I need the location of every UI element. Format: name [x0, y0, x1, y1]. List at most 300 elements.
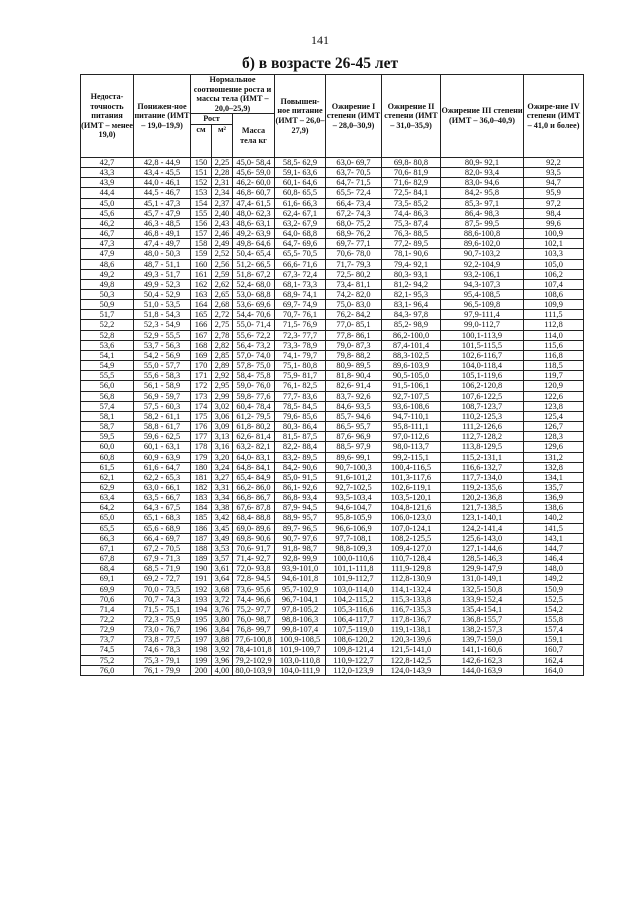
cell-reduced: 45,1 - 47,3: [134, 198, 191, 208]
table-row: [81, 523, 584, 533]
cell-increased: 86,1- 92,6: [275, 482, 326, 492]
cell-obesity-3: 96,5-109,8: [441, 300, 524, 310]
cell-height-cm: 159: [191, 249, 212, 259]
cell-normal-mass: 57,8- 75,0: [233, 361, 275, 371]
cell-height-m2: 2,72: [212, 310, 233, 320]
table-row: [81, 665, 584, 675]
cell-normal-mass: 45,6- 59,0: [233, 168, 275, 178]
cell-normal-mass: 76,0- 98,7: [233, 615, 275, 625]
cell-obesity-1: 86,5- 95,7: [326, 422, 382, 432]
cell-normal-mass: 57,0- 74,0: [233, 350, 275, 360]
cell-obesity-3: 119,2-135,6: [441, 482, 524, 492]
cell-increased: 89,7- 96,5: [275, 523, 326, 533]
cell-normal-mass: 49,2- 63,9: [233, 229, 275, 239]
bmi-table: [80, 74, 584, 676]
cell-obesity-2: 85,2- 98,9: [382, 320, 441, 330]
cell-obesity-4: 115,6: [524, 340, 584, 350]
cell-height-cm: 171: [191, 371, 212, 381]
cell-undernutrition: 46,7: [81, 229, 134, 239]
header-undernutrition: Недоста-точность питания (ИМТ – менее 19,0): [81, 75, 134, 158]
cell-obesity-4: 160,7: [524, 645, 584, 655]
cell-reduced: 56,1 - 58,9: [134, 381, 191, 391]
cell-height-cm: 175: [191, 411, 212, 421]
cell-obesity-3: 121,7-138,5: [441, 503, 524, 513]
cell-height-m2: 2,34: [212, 188, 233, 198]
cell-height-cm: 173: [191, 391, 212, 401]
cell-obesity-2: 84,3- 97,8: [382, 310, 441, 320]
cell-increased: 63,2- 67,9: [275, 218, 326, 228]
cell-reduced: 73,8 - 77,5: [134, 635, 191, 645]
cell-obesity-3: 88,6-100,8: [441, 229, 524, 239]
cell-obesity-4: 119,7: [524, 371, 584, 381]
cell-obesity-1: 64,7- 71,5: [326, 178, 382, 188]
cell-obesity-4: 135,7: [524, 482, 584, 492]
cell-height-cm: 177: [191, 432, 212, 442]
table-row: [81, 279, 584, 289]
cell-undernutrition: 72,2: [81, 615, 134, 625]
table-row: [81, 290, 584, 300]
cell-reduced: 43,4 - 45,5: [134, 168, 191, 178]
cell-obesity-1: 80,9- 89,5: [326, 361, 382, 371]
cell-normal-mass: 69,0- 89,6: [233, 523, 275, 533]
cell-obesity-3: 106,2-120,8: [441, 381, 524, 391]
cell-obesity-4: 132,8: [524, 462, 584, 472]
cell-normal-mass: 73,6- 95,6: [233, 584, 275, 594]
cell-obesity-3: 141,1-160,6: [441, 645, 524, 655]
table-row: [81, 259, 584, 269]
cell-height-m2: 2,92: [212, 371, 233, 381]
table-row: [81, 330, 584, 340]
cell-normal-mass: 51,8- 67,2: [233, 269, 275, 279]
cell-normal-mass: 62,6- 81,4: [233, 432, 275, 442]
cell-undernutrition: 54,1: [81, 350, 134, 360]
header-reduced-nutrition: Понижен-ное питание (ИМТ – 19,0–19,9): [134, 75, 191, 158]
cell-height-cm: 174: [191, 401, 212, 411]
cell-increased: 60,8- 65,5: [275, 188, 326, 198]
cell-increased: 71,5- 76,9: [275, 320, 326, 330]
cell-obesity-2: 70,6- 81,9: [382, 168, 441, 178]
cell-undernutrition: 73,7: [81, 635, 134, 645]
cell-height-m2: 3,80: [212, 615, 233, 625]
cell-height-m2: 2,56: [212, 259, 233, 269]
cell-reduced: 56,9 - 59,7: [134, 391, 191, 401]
cell-obesity-3: 113,8-129,5: [441, 442, 524, 452]
cell-obesity-4: 103,3: [524, 249, 584, 259]
cell-increased: 64,7- 69,6: [275, 239, 326, 249]
cell-increased: 92,8- 99,9: [275, 554, 326, 564]
cell-obesity-3: 87,5- 99,5: [441, 218, 524, 228]
cell-increased: 81,5- 87,5: [275, 432, 326, 442]
cell-height-cm: 150: [191, 157, 212, 167]
cell-undernutrition: 75,2: [81, 655, 134, 665]
cell-increased: 58,5- 62,9: [275, 157, 326, 167]
cell-reduced: 50,4 - 52,9: [134, 290, 191, 300]
cell-obesity-4: 159,1: [524, 635, 584, 645]
cell-normal-mass: 60,4- 78,4: [233, 401, 275, 411]
cell-obesity-1: 83,7- 92,6: [326, 391, 382, 401]
cell-height-m2: 2,43: [212, 218, 233, 228]
cell-normal-mass: 65,4- 84,9: [233, 472, 275, 482]
cell-obesity-2: 116,7-135,3: [382, 604, 441, 614]
cell-increased: 80,3- 86,4: [275, 422, 326, 432]
table-row: [81, 493, 584, 503]
cell-obesity-2: 100,4-116,5: [382, 462, 441, 472]
cell-obesity-3: 92,2-104,9: [441, 259, 524, 269]
table-row: [81, 208, 584, 218]
cell-height-cm: 199: [191, 655, 212, 665]
cell-obesity-3: 139,7-159,0: [441, 635, 524, 645]
cell-undernutrition: 58,1: [81, 411, 134, 421]
cell-obesity-2: 72,5- 84,1: [382, 188, 441, 198]
cell-undernutrition: 71,4: [81, 604, 134, 614]
cell-obesity-4: 98,4: [524, 208, 584, 218]
cell-obesity-3: 138,2-157,3: [441, 625, 524, 635]
cell-increased: 91,8- 98,7: [275, 543, 326, 553]
cell-increased: 68,1- 73,3: [275, 279, 326, 289]
cell-height-m2: 3,31: [212, 482, 233, 492]
cell-reduced: 52,9 - 55,5: [134, 330, 191, 340]
cell-obesity-3: 105,1-119,6: [441, 371, 524, 381]
cell-obesity-3: 144,0-163,9: [441, 665, 524, 675]
cell-undernutrition: 55,5: [81, 371, 134, 381]
cell-normal-mass: 59,0- 76,0: [233, 381, 275, 391]
header-obesity-4: Ожире-ние IV степени (ИМТ – 41,0 и более): [524, 75, 584, 158]
cell-height-m2: 2,95: [212, 381, 233, 391]
cell-obesity-3: 108,7-123,7: [441, 401, 524, 411]
cell-obesity-3: 83,0- 94,6: [441, 178, 524, 188]
cell-undernutrition: 58,7: [81, 422, 134, 432]
cell-undernutrition: 61,5: [81, 462, 134, 472]
cell-height-m2: 3,13: [212, 432, 233, 442]
cell-normal-mass: 61,2- 79,5: [233, 411, 275, 421]
cell-obesity-1: 82,6- 91,4: [326, 381, 382, 391]
table-row: [81, 452, 584, 462]
cell-undernutrition: 52,2: [81, 320, 134, 330]
cell-obesity-3: 94,3-107,3: [441, 279, 524, 289]
cell-normal-mass: 58,4- 75,8: [233, 371, 275, 381]
cell-obesity-3: 136,8-155,7: [441, 615, 524, 625]
cell-undernutrition: 60,8: [81, 452, 134, 462]
cell-height-m2: 3,88: [212, 635, 233, 645]
cell-reduced: 47,4 - 49,7: [134, 239, 191, 249]
cell-height-cm: 197: [191, 635, 212, 645]
cell-obesity-3: 132,5-150,8: [441, 584, 524, 594]
cell-increased: 103,0-110,8: [275, 655, 326, 665]
cell-obesity-2: 101,3-117,6: [382, 472, 441, 482]
cell-undernutrition: 64,2: [81, 503, 134, 513]
cell-height-m2: 3,57: [212, 554, 233, 564]
cell-undernutrition: 68,4: [81, 564, 134, 574]
cell-normal-mass: 63,2- 82,1: [233, 442, 275, 452]
cell-height-m2: 3,84: [212, 625, 233, 635]
cell-obesity-2: 104,8-121,6: [382, 503, 441, 513]
cell-height-cm: 161: [191, 269, 212, 279]
table-row: [81, 320, 584, 330]
cell-height-m2: 2,78: [212, 330, 233, 340]
cell-height-m2: 3,38: [212, 503, 233, 513]
cell-increased: 79,6- 85,6: [275, 411, 326, 421]
cell-height-cm: 155: [191, 208, 212, 218]
cell-height-m2: 3,61: [212, 564, 233, 574]
cell-obesity-3: 116,6-132,7: [441, 462, 524, 472]
cell-increased: 82,2- 88,4: [275, 442, 326, 452]
cell-undernutrition: 50,9: [81, 300, 134, 310]
cell-height-m2: 3,92: [212, 645, 233, 655]
cell-increased: 62,4- 67,1: [275, 208, 326, 218]
cell-obesity-1: 91,6-101,2: [326, 472, 382, 482]
cell-obesity-4: 100,9: [524, 229, 584, 239]
cell-reduced: 49,3 - 51,7: [134, 269, 191, 279]
cell-obesity-2: 98,0-113,7: [382, 442, 441, 452]
cell-undernutrition: 45,0: [81, 198, 134, 208]
cell-obesity-2: 71,6- 82,9: [382, 178, 441, 188]
cell-normal-mass: 76,8- 99,7: [233, 625, 275, 635]
cell-obesity-2: 80,3- 93,1: [382, 269, 441, 279]
header-obesity-2: Ожирение II степени (ИМТ – 31,0–35,9): [382, 75, 441, 158]
cell-normal-mass: 64,8- 84,1: [233, 462, 275, 472]
cell-obesity-4: 108,6: [524, 290, 584, 300]
cell-height-cm: 198: [191, 645, 212, 655]
cell-height-cm: 195: [191, 615, 212, 625]
cell-height-m2: 3,16: [212, 442, 233, 452]
cell-height-m2: 2,31: [212, 178, 233, 188]
cell-height-cm: 183: [191, 493, 212, 503]
cell-undernutrition: 49,2: [81, 269, 134, 279]
cell-normal-mass: 59,8- 77,6: [233, 391, 275, 401]
cell-obesity-4: 143,1: [524, 533, 584, 543]
cell-undernutrition: 67,1: [81, 543, 134, 553]
cell-undernutrition: 46,2: [81, 218, 134, 228]
cell-height-m2: 2,68: [212, 300, 233, 310]
cell-obesity-1: 72,5- 80,2: [326, 269, 382, 279]
cell-increased: 97,8-105,2: [275, 604, 326, 614]
cell-obesity-2: 83,1- 96,4: [382, 300, 441, 310]
cell-height-m2: 3,06: [212, 411, 233, 421]
cell-obesity-4: 93,5: [524, 168, 584, 178]
cell-obesity-2: 90,5-105,0: [382, 371, 441, 381]
cell-reduced: 72,3 - 75,9: [134, 615, 191, 625]
cell-obesity-2: 92,7-107,5: [382, 391, 441, 401]
cell-height-m2: 3,24: [212, 462, 233, 472]
cell-obesity-2: 109,4-127,0: [382, 543, 441, 553]
cell-obesity-1: 87,6- 96,9: [326, 432, 382, 442]
cell-reduced: 44,5 - 46,7: [134, 188, 191, 198]
cell-undernutrition: 70,6: [81, 594, 134, 604]
cell-reduced: 65,1 - 68,3: [134, 513, 191, 523]
cell-obesity-1: 84,6- 93,5: [326, 401, 382, 411]
cell-height-cm: 182: [191, 482, 212, 492]
cell-reduced: 58,8 - 61,7: [134, 422, 191, 432]
cell-normal-mass: 75,2- 97,7: [233, 604, 275, 614]
cell-obesity-4: 111,5: [524, 310, 584, 320]
cell-height-cm: 157: [191, 229, 212, 239]
cell-reduced: 76,1 - 79,9: [134, 665, 191, 675]
cell-reduced: 55,0 - 57,7: [134, 361, 191, 371]
cell-obesity-1: 65,5- 72,4: [326, 188, 382, 198]
cell-increased: 69,7- 74,9: [275, 300, 326, 310]
table-row: [81, 543, 584, 553]
cell-obesity-1: 112,0-123,9: [326, 665, 382, 675]
cell-height-m2: 2,46: [212, 229, 233, 239]
cell-obesity-3: 84,2- 95,8: [441, 188, 524, 198]
cell-increased: 74,1- 79,7: [275, 350, 326, 360]
cell-height-cm: 192: [191, 584, 212, 594]
cell-height-cm: 178: [191, 442, 212, 452]
cell-obesity-1: 63,0- 69,7: [326, 157, 382, 167]
cell-height-m2: 2,52: [212, 249, 233, 259]
cell-height-cm: 176: [191, 422, 212, 432]
cell-height-m2: 2,49: [212, 239, 233, 249]
cell-undernutrition: 69,1: [81, 574, 134, 584]
cell-obesity-4: 97,2: [524, 198, 584, 208]
table-row: [81, 482, 584, 492]
table-row: [81, 239, 584, 249]
cell-obesity-4: 141,5: [524, 523, 584, 533]
cell-undernutrition: 56,8: [81, 391, 134, 401]
cell-reduced: 59,6 - 62,5: [134, 432, 191, 442]
cell-reduced: 70,0 - 73,5: [134, 584, 191, 594]
cell-obesity-3: 110,2-125,3: [441, 411, 524, 421]
cell-obesity-1: 85,7- 94,6: [326, 411, 382, 421]
cell-obesity-4: 129,6: [524, 442, 584, 452]
cell-increased: 95,7-102,9: [275, 584, 326, 594]
cell-obesity-3: 128,5-146,3: [441, 554, 524, 564]
cell-obesity-4: 122,6: [524, 391, 584, 401]
cell-obesity-2: 79,4- 92,1: [382, 259, 441, 269]
cell-obesity-2: 95,8-111,1: [382, 422, 441, 432]
cell-undernutrition: 59,5: [81, 432, 134, 442]
cell-height-cm: 168: [191, 340, 212, 350]
table-row: [81, 472, 584, 482]
cell-obesity-4: 134,1: [524, 472, 584, 482]
cell-height-cm: 158: [191, 239, 212, 249]
cell-obesity-2: 77,2- 89,5: [382, 239, 441, 249]
cell-height-cm: 165: [191, 310, 212, 320]
cell-height-cm: 169: [191, 350, 212, 360]
table-row: [81, 422, 584, 432]
table-row: [81, 442, 584, 452]
cell-obesity-4: 136,9: [524, 493, 584, 503]
cell-height-m2: 3,09: [212, 422, 233, 432]
cell-height-m2: 3,02: [212, 401, 233, 411]
cell-normal-mass: 66,2- 86,0: [233, 482, 275, 492]
cell-height-cm: 181: [191, 472, 212, 482]
cell-obesity-4: 116,8: [524, 350, 584, 360]
cell-normal-mass: 55,6- 72,2: [233, 330, 275, 340]
cell-undernutrition: 48,6: [81, 259, 134, 269]
cell-height-m2: 3,53: [212, 543, 233, 553]
cell-increased: 73,3- 78,9: [275, 340, 326, 350]
table-row: [81, 574, 584, 584]
cell-increased: 101,9-109,7: [275, 645, 326, 655]
cell-obesity-1: 93,5-103,4: [326, 493, 382, 503]
cell-obesity-1: 108,6-120,2: [326, 635, 382, 645]
cell-height-cm: 167: [191, 330, 212, 340]
table-row: [81, 188, 584, 198]
cell-obesity-1: 110,9-122,7: [326, 655, 382, 665]
cell-obesity-3: 82,0- 93,4: [441, 168, 524, 178]
cell-normal-mass: 78,4-101,8: [233, 645, 275, 655]
cell-reduced: 51,8 - 54,3: [134, 310, 191, 320]
cell-obesity-1: 63,7- 70,5: [326, 168, 382, 178]
cell-obesity-1: 106,4-117,7: [326, 615, 382, 625]
cell-height-cm: 180: [191, 462, 212, 472]
cell-obesity-1: 95,8-105,9: [326, 513, 382, 523]
cell-normal-mass: 51,2- 66,5: [233, 259, 275, 269]
cell-obesity-1: 90,7-100,3: [326, 462, 382, 472]
cell-obesity-4: 157,4: [524, 625, 584, 635]
cell-increased: 65,5- 70,5: [275, 249, 326, 259]
cell-obesity-4: 149,2: [524, 574, 584, 584]
cell-reduced: 52,3 - 54,9: [134, 320, 191, 330]
cell-height-cm: 162: [191, 279, 212, 289]
cell-height-cm: 154: [191, 198, 212, 208]
cell-reduced: 67,9 - 71,3: [134, 554, 191, 564]
cell-height-cm: 194: [191, 604, 212, 614]
cell-obesity-3: 135,4-154,1: [441, 604, 524, 614]
cell-obesity-3: 89,6-102,0: [441, 239, 524, 249]
cell-obesity-3: 131,0-149,1: [441, 574, 524, 584]
cell-undernutrition: 53,6: [81, 340, 134, 350]
cell-obesity-4: 152,5: [524, 594, 584, 604]
table-row: [81, 269, 584, 279]
cell-height-cm: 153: [191, 188, 212, 198]
cell-obesity-2: 121,5-141,0: [382, 645, 441, 655]
cell-obesity-3: 99,0-112,7: [441, 320, 524, 330]
cell-normal-mass: 53,6- 69,6: [233, 300, 275, 310]
cell-normal-mass: 72,0- 93,8: [233, 564, 275, 574]
cell-height-m2: 2,40: [212, 208, 233, 218]
cell-obesity-4: 94,7: [524, 178, 584, 188]
cell-obesity-4: 150,9: [524, 584, 584, 594]
cell-normal-mass: 68,4- 88,8: [233, 513, 275, 523]
table-row: [81, 178, 584, 188]
cell-undernutrition: 60,0: [81, 442, 134, 452]
table-row: [81, 432, 584, 442]
cell-obesity-4: 162,4: [524, 655, 584, 665]
cell-increased: 60,1- 64,6: [275, 178, 326, 188]
cell-height-m2: 2,62: [212, 279, 233, 289]
cell-obesity-3: 90,7-103,2: [441, 249, 524, 259]
table-row: [81, 635, 584, 645]
cell-undernutrition: 62,9: [81, 482, 134, 492]
cell-obesity-1: 73,4- 81,1: [326, 279, 382, 289]
cell-undernutrition: 47,9: [81, 249, 134, 259]
cell-obesity-3: 80,9- 92,1: [441, 157, 524, 167]
cell-obesity-2: 124,0-143,9: [382, 665, 441, 675]
cell-obesity-2: 112,8-130,9: [382, 574, 441, 584]
cell-normal-mass: 61,8- 80,2: [233, 422, 275, 432]
cell-increased: 66,6- 71,6: [275, 259, 326, 269]
cell-obesity-1: 98,8-109,3: [326, 543, 382, 553]
cell-increased: 93,9-101,0: [275, 564, 326, 574]
cell-height-m2: 3,49: [212, 533, 233, 543]
cell-reduced: 61,6 - 64,7: [134, 462, 191, 472]
cell-obesity-3: 104,0-118,4: [441, 361, 524, 371]
cell-obesity-1: 76,2- 84,2: [326, 310, 382, 320]
table-row: [81, 168, 584, 178]
cell-height-m2: 3,64: [212, 574, 233, 584]
cell-obesity-1: 77,0- 85,1: [326, 320, 382, 330]
table-row: [81, 381, 584, 391]
table-row: [81, 157, 584, 167]
cell-obesity-4: 109,9: [524, 300, 584, 310]
cell-reduced: 70,7 - 74,3: [134, 594, 191, 604]
cell-obesity-3: 123,1-140,1: [441, 513, 524, 523]
cell-obesity-1: 79,8- 88,2: [326, 350, 382, 360]
cell-undernutrition: 63,4: [81, 493, 134, 503]
cell-height-cm: 164: [191, 300, 212, 310]
